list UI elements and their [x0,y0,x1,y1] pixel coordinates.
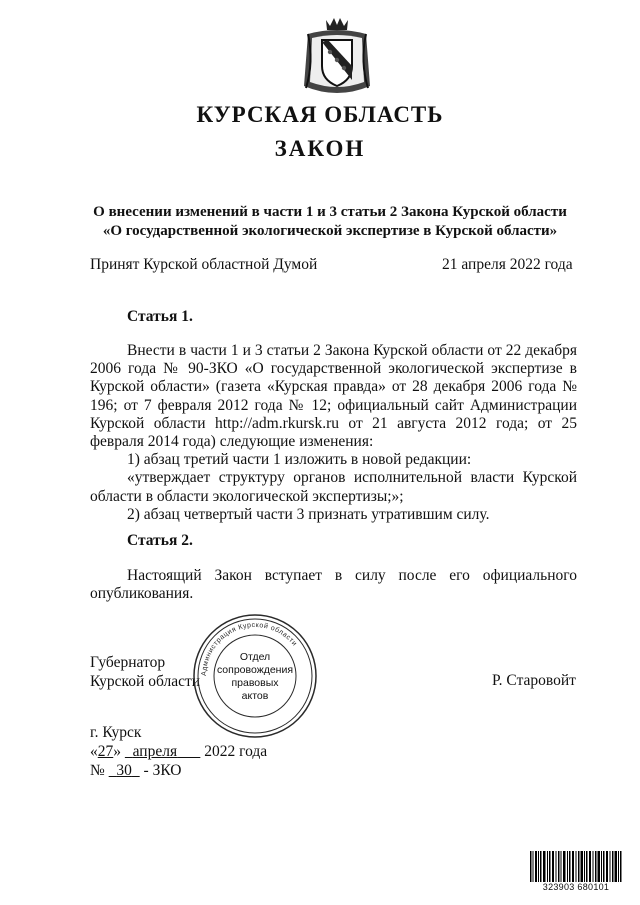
barcode [530,851,622,893]
law-number [90,761,267,780]
article-1-body [90,342,577,524]
stamp-line-3: правовых [231,677,279,689]
coat-of-arms-icon [300,16,374,98]
article-1-item-2: 2) абзац четвертый части 3 признать утратившим силу. [127,505,490,523]
region-title: КУРСКАЯ ОБЛАСТЬ [196,102,444,127]
number-prefix: № [90,762,105,779]
city: г. Курск [90,724,142,741]
doc-type-title: ЗАКОН [274,136,366,161]
signatory-title-line-1: Губернатор [90,654,166,671]
date-day: 27 [97,743,114,760]
stamp-inner-text [192,651,318,703]
stamp-line-4: актов [241,690,269,702]
signatory-title [90,653,200,691]
barcode-bars-icon [530,851,622,883]
article-2-heading: Статья 2. [127,532,193,549]
article-1-item-1: 1) абзац третий части 1 изложить в новой редакции: [127,451,472,469]
adopted-by: Принят Курской областной Думой [90,256,318,273]
stamp-line-1: Отдел [239,651,271,663]
date-year: 2022 года [204,743,268,760]
adopted-date: 21 апреля 2022 года [442,256,573,273]
article-1-item-1-text: «утверждает структуру органов исполнительной власти Курской области в области экологической экспертизы;»; [90,469,577,505]
article-1-intro: Внести в части 1 и 3 статьи 2 Закона Курской области от 22 декабря 2006 года № 90-ЗКО «О государственной экологической экспертизе в Курской области» (газета «Курская правда» от 28 декабря 2006 года № 196; от 7 февраля 2012 года № 12; официальный сайт Администрации Курской области http://adm.rkursk.ru от 21 августа 2012 года; от 25 февраля 2014 года) следующие изменения: [90,342,577,451]
signatory-title-line-2: Курской области [90,673,201,690]
subject-line-1: О внесении изменений в части 1 и 3 статьи 2 Закона Курской области [93,204,567,220]
stamp-line-2: сопровождения [216,664,294,676]
subject-line-2: «О государственной экологической экспертизе в Курской области» [102,223,558,239]
signing-date [90,742,267,761]
article-2-body [90,567,577,603]
official-stamp [192,613,318,739]
law-subject [60,203,600,241]
place-and-date [90,723,267,780]
date-month [125,743,200,760]
date-close-quote: » [113,743,121,760]
signatory-name: Р. Старовойт [492,672,576,689]
article-2-text: Настоящий Закон вступает в силу после его официального опубликования. [90,567,577,603]
stamp-ring-text: Администрация Курской области [200,621,299,677]
date-month-text: апреля [132,743,178,760]
number-value [109,762,140,779]
number-value-text: 30 [116,762,132,779]
article-1-heading: Статья 1. [127,308,193,325]
number-suffix: - ЗКО [143,762,182,779]
date-open-quote: « [90,743,98,760]
barcode-number: 323903 680101 [530,882,622,892]
